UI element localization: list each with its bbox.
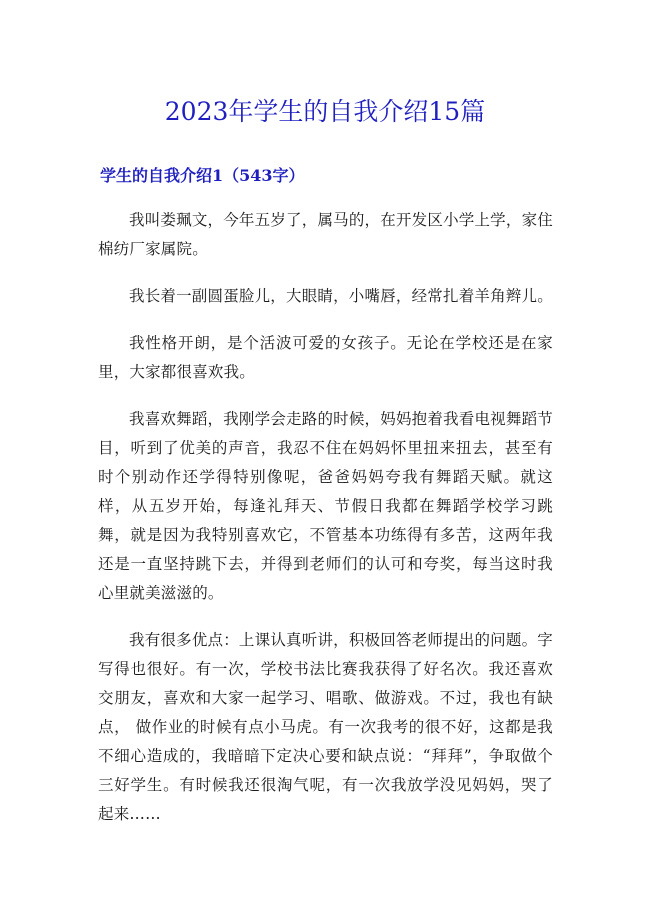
- paragraph-2: 我长着一副圆蛋脸儿，大眼睛，小嘴唇，经常扎着羊角辫儿。: [129, 287, 553, 305]
- paragraph-1: 我叫娄珮文，今年五岁了，属马的，在开发区小学上学，家住棉纺厂家属院。: [98, 211, 553, 258]
- paragraph-3: 我性格开朗，是个活波可爱的女孩子。无论在学校还是在家里，大家都很喜欢我。: [98, 334, 553, 381]
- section-body: [98, 206, 553, 847]
- paragraph-5: 我有很多优点：上课认真听讲，积极回答老师提出的问题。字写得也很好。有一次，学校书法比赛我获得了好名次。我还喜欢交朋友，喜欢和大家一起学习、唱歌、做游戏。不过，我也有缺点， 做作业的时候有点小马虎。有一次我考的很不好，这都是我不细心造成的，我暗暗下定决心要和缺点说：“拜拜”，争取做个三好学生。有时候我还很淘气呢，有一次我放学没见妈妈，哭了起来……: [98, 631, 553, 823]
- document-title: 2023年学生的自我介绍15篇: [164, 97, 486, 126]
- paragraph-4: 我喜欢舞蹈，我刚学会走路的时候，妈妈抱着我看电视舞蹈节目，听到了优美的声音，我忍不住在妈妈怀里扭来扭去，甚至有时个别动作还学得特别像呢，爸爸妈妈夸我有舞蹈天赋。就这样，从五岁开始，每逢礼拜天、节假日我都在舞蹈学校学习跳舞，就是因为我特别喜欢它，不管基本功练得有多苦，这两年我还是一直坚持跳下去，并得到老师们的认可和夸奖，每当这时我心里就美滋滋的。: [98, 410, 553, 602]
- section-heading: 学生的自我介绍1（543字）: [100, 166, 305, 185]
